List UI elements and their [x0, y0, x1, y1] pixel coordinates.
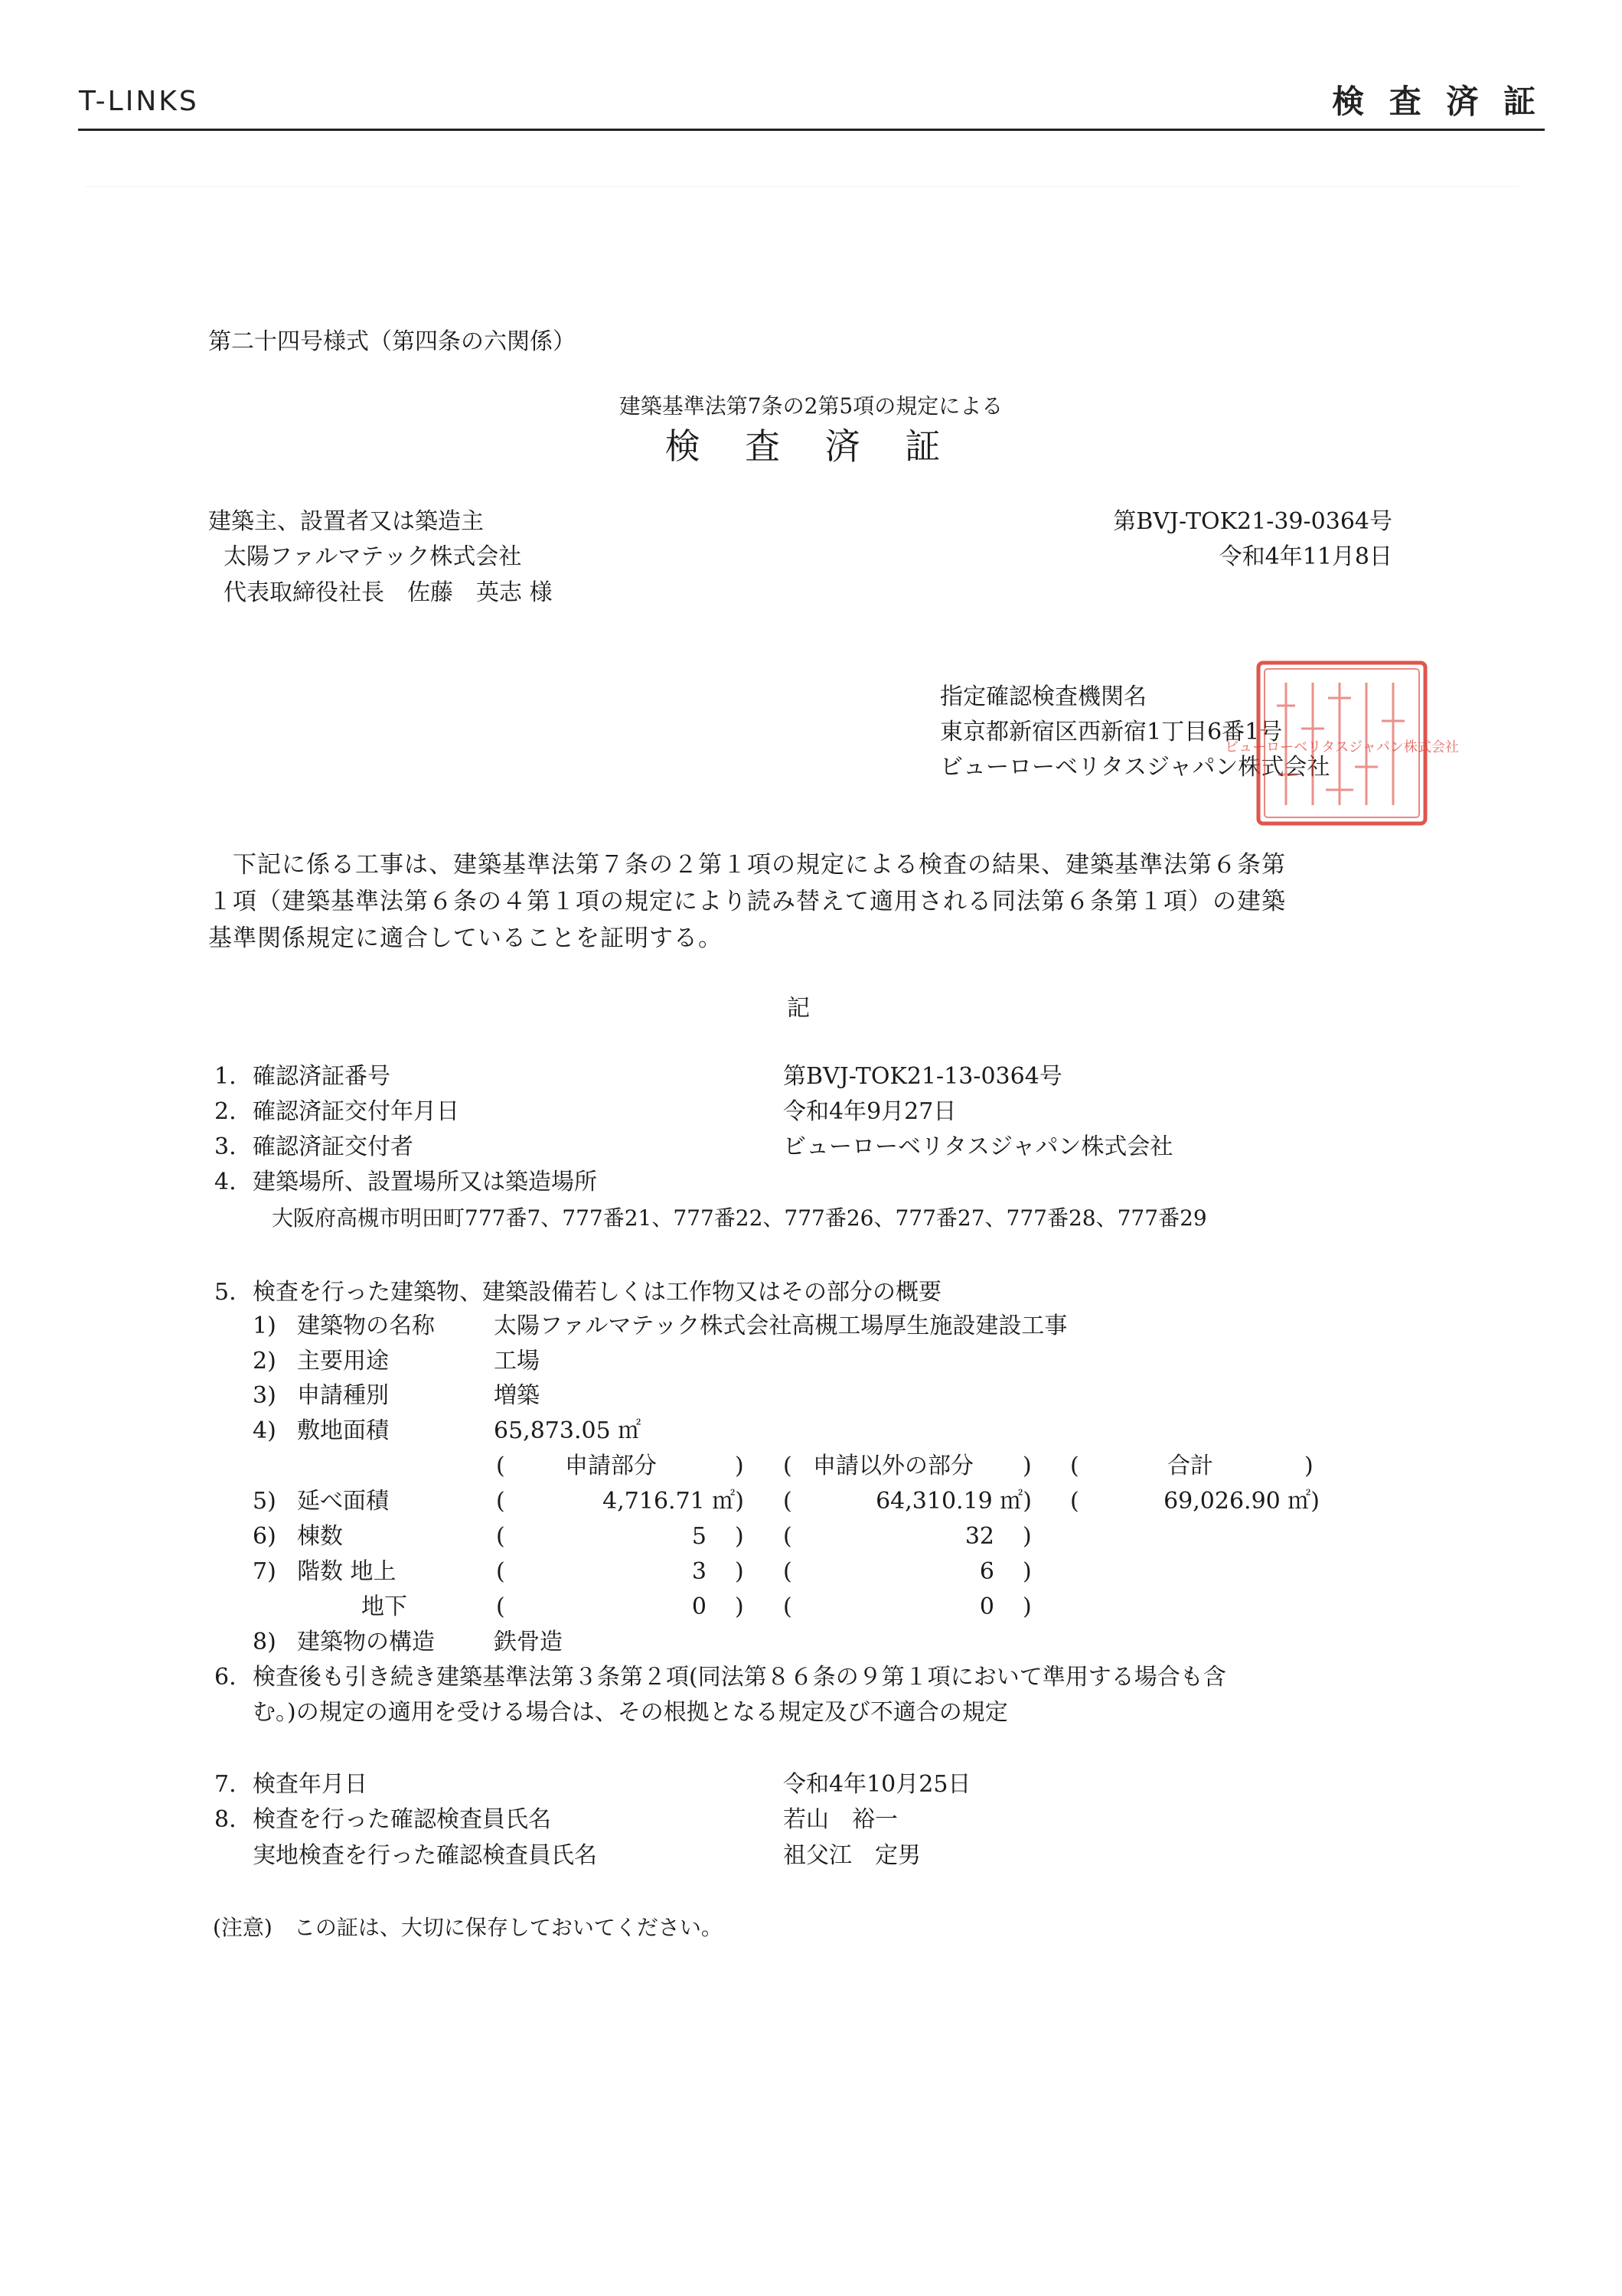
item-8-label-2: 実地検査を行った確認検査員氏名 — [253, 1842, 597, 1869]
floors-applied-close: ) — [735, 1558, 744, 1585]
body-line-1: 下記に係る工事は、建築基準法第７条の２第１項の規定による検査の結果、建築基準法第６条第 — [208, 851, 1286, 879]
overview-6-label: 棟数 — [297, 1523, 343, 1550]
bldg-other: 32 — [964, 1523, 994, 1550]
floors-applied: 3 — [691, 1558, 707, 1585]
item-8-label: 検査を行った確認検査員氏名 — [253, 1806, 551, 1833]
overview-2-number: 2) — [253, 1348, 276, 1375]
overview-4-label: 敷地面積 — [297, 1417, 389, 1444]
bldg-applied-close: ) — [735, 1523, 744, 1550]
ki-heading: 記 — [787, 995, 810, 1022]
overview-8-label: 建築物の構造 — [297, 1629, 435, 1655]
overview-4-value: 65,873.05 ㎡ — [494, 1417, 641, 1444]
item-1-number: 1. — [214, 1063, 237, 1090]
item-7-value: 令和4年10月25日 — [783, 1771, 971, 1798]
addressee-representative: 代表取締役社長 佐藤 英志 様 — [224, 579, 553, 606]
item-4-label: 建築場所、設置場所又は築造場所 — [253, 1169, 597, 1195]
brand-name: T-LINKS — [79, 86, 199, 117]
overview-5-number: 5) — [253, 1488, 276, 1515]
area-applied: 4,716.71 ㎡) — [602, 1488, 744, 1515]
addressee-company: 太陽ファルマテック株式会社 — [224, 543, 522, 570]
overview-8-number: 8) — [253, 1629, 276, 1655]
basement-applied-open: ( — [496, 1593, 505, 1620]
item-5-label: 検査を行った建築物、建築設備若しくは工作物又はその部分の概要 — [253, 1279, 942, 1306]
area-other-open: ( — [783, 1488, 792, 1515]
overview-2-label: 主要用途 — [297, 1348, 389, 1375]
header-total-close: ) — [1304, 1453, 1314, 1479]
overview-7-label: 階数 地上 — [297, 1558, 397, 1585]
item-5-number: 5. — [214, 1279, 237, 1306]
overview-7-label-below: 地下 — [361, 1593, 407, 1620]
footnote: (注意) この証は、大切に保存しておいてください。 — [213, 1915, 723, 1940]
header-title: 検 査 済 証 — [1332, 83, 1542, 120]
floors-other-open: ( — [783, 1558, 792, 1585]
certificate-number: 第BVJ-TOK21-39-0364号 — [1113, 508, 1392, 535]
header-applied: 申請部分 — [565, 1453, 657, 1479]
issuer-name: ビューローベリタスジャパン株式会社 — [940, 754, 1330, 781]
header-applied-open: ( — [496, 1453, 505, 1479]
header-total: 合計 — [1167, 1453, 1213, 1479]
overview-5-label: 延べ面積 — [297, 1488, 389, 1515]
item-8-value-2: 祖父江 定男 — [783, 1842, 921, 1869]
overview-7-number: 7) — [253, 1558, 276, 1585]
body-line-2: １項（建築基準法第６条の４第１項の規定により読み替えて適用される同法第６条第１項）の建築 — [208, 888, 1286, 915]
item-2-label: 確認済証交付年月日 — [253, 1098, 459, 1125]
basement-other-close: ) — [1023, 1593, 1032, 1620]
overview-2-value: 工場 — [494, 1348, 540, 1375]
svg-text:ビューローベリタスジャパン株式会社: ビューローベリタスジャパン株式会社 — [1225, 739, 1459, 755]
basement-applied: 0 — [691, 1593, 707, 1620]
bldg-other-close: ) — [1023, 1523, 1032, 1550]
basement-other-open: ( — [783, 1593, 792, 1620]
certificate-date: 令和4年11月8日 — [1219, 543, 1392, 570]
issuer-address: 東京都新宿区西新宿1丁目6番1号 — [940, 719, 1283, 745]
floors-other: 6 — [979, 1558, 994, 1585]
item-8-number: 8. — [214, 1806, 237, 1833]
basement-applied-close: ) — [735, 1593, 744, 1620]
overview-3-value: 増築 — [494, 1382, 540, 1409]
overview-1-number: 1) — [253, 1313, 276, 1339]
item-3-label: 確認済証交付者 — [253, 1133, 413, 1160]
item-4-value: 大阪府高槻市明田町777番7、777番21、777番22、777番26、777番27、777番28、777番29 — [272, 1205, 1207, 1231]
floors-other-close: ) — [1023, 1558, 1032, 1585]
item-8-value: 若山 裕一 — [783, 1806, 898, 1833]
header-divider — [78, 129, 1545, 131]
area-total-open: ( — [1070, 1488, 1079, 1515]
header-applied-close: ) — [735, 1453, 744, 1479]
item-4-number: 4. — [214, 1169, 237, 1195]
item-7-label: 検査年月日 — [253, 1771, 367, 1798]
item-6-line-2: む。)の規定の適用を受ける場合は、その根拠となる規定及び不適合の規定 — [253, 1699, 1008, 1726]
overview-1-value: 太陽ファルマテック株式会社高槻工場厚生施設建設工事 — [494, 1313, 1068, 1339]
header-other-open: ( — [783, 1453, 792, 1479]
area-other: 64,310.19 ㎡) — [876, 1488, 1032, 1515]
faint-divider — [86, 186, 1519, 187]
overview-4-number: 4) — [253, 1417, 276, 1444]
item-6-line-1: 検査後も引き続き建築基準法第３条第２項(同法第８６条の９第１項において準用する場合も含 — [253, 1664, 1226, 1691]
item-1-label: 確認済証番号 — [253, 1063, 390, 1090]
overview-1-label: 建築物の名称 — [297, 1313, 435, 1339]
item-2-value: 令和4年9月27日 — [783, 1098, 957, 1125]
subtitle: 建築基準法第7条の2第5項の規定による — [618, 393, 1004, 419]
item-7-number: 7. — [214, 1771, 237, 1798]
document-title: 検 査 済 証 — [664, 426, 958, 467]
overview-8-value: 鉄骨造 — [494, 1629, 563, 1655]
area-applied-open: ( — [496, 1488, 505, 1515]
bldg-applied-open: ( — [496, 1523, 505, 1550]
overview-3-label: 申請種別 — [297, 1382, 389, 1409]
company-seal — [1225, 660, 1459, 827]
floors-applied-open: ( — [496, 1558, 505, 1585]
item-3-value: ビューローベリタスジャパン株式会社 — [783, 1133, 1173, 1160]
addressee-label: 建築主、設置者又は築造主 — [208, 508, 484, 535]
overview-3-number: 3) — [253, 1382, 276, 1409]
body-line-3: 基準関係規定に適合していることを証明する。 — [208, 925, 723, 952]
item-1-value: 第BVJ-TOK21-13-0364号 — [783, 1063, 1062, 1090]
bldg-applied: 5 — [691, 1523, 707, 1550]
header-total-open: ( — [1070, 1453, 1079, 1479]
item-6-number: 6. — [214, 1664, 237, 1691]
bldg-other-open: ( — [783, 1523, 792, 1550]
basement-other: 0 — [979, 1593, 994, 1620]
item-3-number: 3. — [214, 1133, 237, 1160]
item-2-number: 2. — [214, 1098, 237, 1125]
issuer-label: 指定確認検査機関名 — [940, 683, 1147, 710]
header-other: 申請以外の部分 — [813, 1453, 974, 1479]
form-number: 第二十四号様式（第四条の六関係） — [208, 328, 576, 355]
header-other-close: ) — [1023, 1453, 1032, 1479]
area-total: 69,026.90 ㎡) — [1163, 1488, 1320, 1515]
overview-6-number: 6) — [253, 1523, 276, 1550]
